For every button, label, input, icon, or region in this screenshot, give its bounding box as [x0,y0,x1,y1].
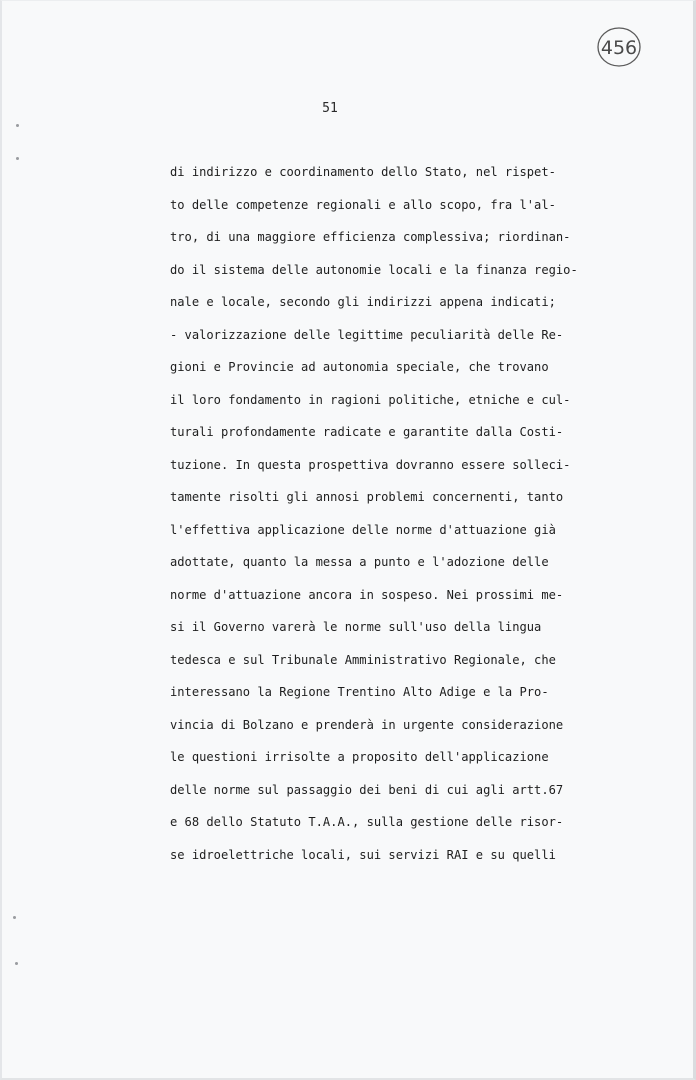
text-line: di indirizzo e coordinamento dello Stato, nel rispet- [170,165,556,179]
text-line: interessano la Regione Trentino Alto Adige e la Pro- [170,685,549,699]
text-line: tedesca e sul Tribunale Amministrativo Regionale, che [170,652,556,667]
text-line: do il sistema delle autonomie locali e la finanza regio- [170,262,578,277]
text-line: e 68 dello Statuto T.A.A., sulla gestione delle risor- [170,815,564,829]
stamp-number: 456 [600,37,638,59]
archive-stamp [595,25,643,69]
text-line: gioni e Provincie ad autonomia speciale, che trovano [170,360,549,374]
text-line: tro, di una maggiore efficienza complessiva; riordinan- [170,230,571,244]
text-line: turali profondamente radicate e garantite dalla Costi- [170,425,564,439]
scan-dot [13,916,16,919]
text-line: tuzione. In questa prospettiva dovranno essere solleci- [170,457,571,472]
page-number: 51 [322,101,338,116]
text-line: vincia di Bolzano e prenderà in urgente considerazione [170,717,564,732]
text-line: l'effettiva applicazione delle norme d'attuazione già [170,522,556,537]
text-line: tamente risolti gli annosi problemi concernenti, tanto [170,490,564,504]
stamp-circle-icon [595,25,643,69]
text-line: norme d'attuazione ancora in sospeso. Nei prossimi me- [170,587,564,602]
text-line: si il Governo varerà le norme sull'uso della lingua [170,620,542,634]
text-line: - valorizzazione delle legittime peculiarità delle Re- [170,327,564,342]
scan-dot [16,157,19,160]
text-line: adottate, quanto la messa a punto e l'adozione delle [170,555,549,569]
text-line: to delle competenze regionali e allo scopo, fra l'al- [170,197,556,212]
scan-dot [16,124,19,127]
text-line: il loro fondamento in ragioni politiche, etniche e cul- [170,392,571,407]
text-line: le questioni irrisolte a proposito dell'applicazione [170,750,549,764]
text-line: nale e locale, secondo gli indirizzi appena indicati; [170,295,556,309]
body-text [170,156,640,871]
text-line: delle norme sul passaggio dei beni di cui agli artt.67 [170,782,564,797]
scan-dot [15,962,18,965]
text-line: se idroelettriche locali, sui servizi RAI e su quelli [170,847,556,862]
